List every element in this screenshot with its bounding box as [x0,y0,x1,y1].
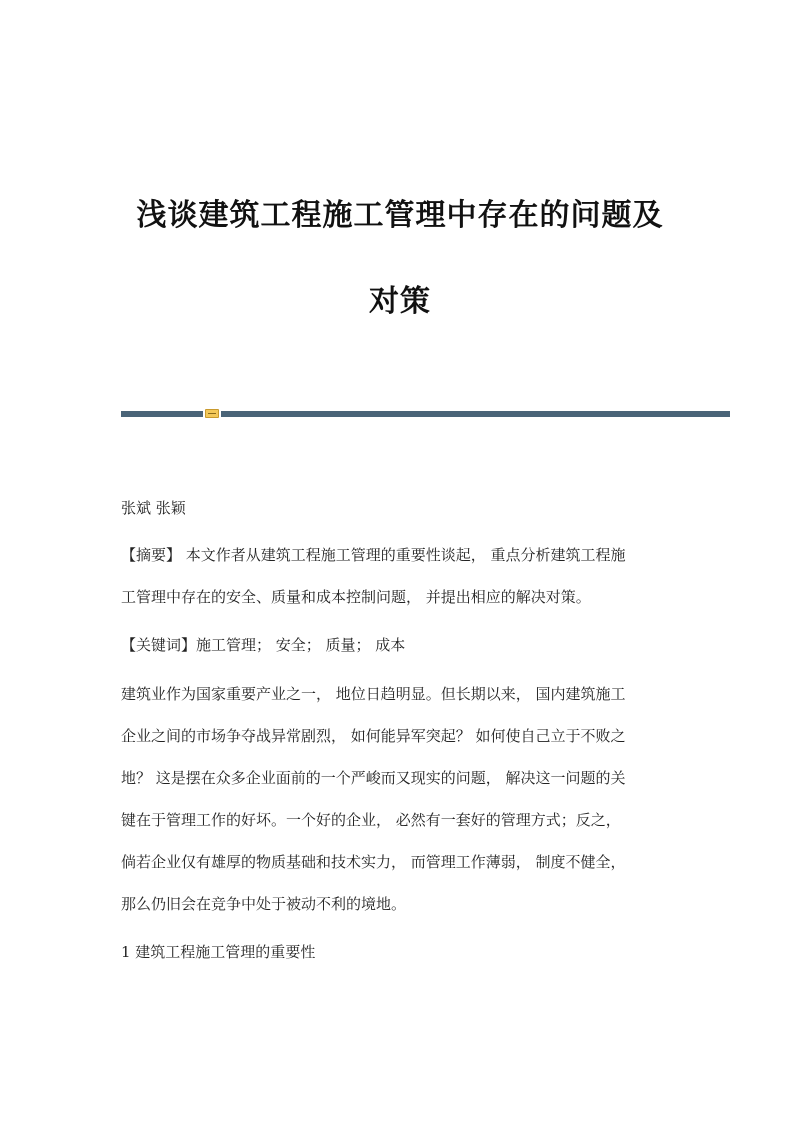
keywords: 【关键词】施工管理； 安全； 质量； 成本 [121,636,406,654]
abstract-line: 【摘要】 本文作者从建筑工程施工管理的重要性谈起， 重点分析建筑工程施 [121,546,626,564]
abstract-line: 工管理中存在的安全、质量和成本控制问题， 并提出相应的解决对策。 [121,588,591,606]
document-title: 浅谈建筑工程施工管理中存在的问题及 [136,198,664,233]
divider-bar-right [221,411,730,417]
divider-badge-icon [205,409,219,418]
title-divider [121,409,730,417]
body-line: 地？ 这是摆在众多企业面前的一个严峻而又现实的问题， 解决这一问题的关 [121,769,626,787]
divider-bar-left [121,411,203,417]
body-line: 企业之间的市场争夺战异常剧烈， 如何能异军突起？ 如何使自己立于不败之 [121,727,626,745]
authors: 张斌 张颖 [121,499,186,517]
body-line: 那么仍旧会在竞争中处于被动不利的境地。 [121,895,407,913]
section-heading: 1 建筑工程施工管理的重要性 [121,943,316,961]
body-line: 倘若企业仅有雄厚的物质基础和技术实力， 而管理工作薄弱， 制度不健全， [121,853,626,871]
document-title-continued: 对策 [369,284,431,319]
body-line: 键在于管理工作的好坏。一个好的企业， 必然有一套好的管理方式；反之， [121,811,621,829]
body-line: 建筑业作为国家重要产业之一， 地位日趋明显。但长期以来， 国内建筑施工 [121,685,626,703]
